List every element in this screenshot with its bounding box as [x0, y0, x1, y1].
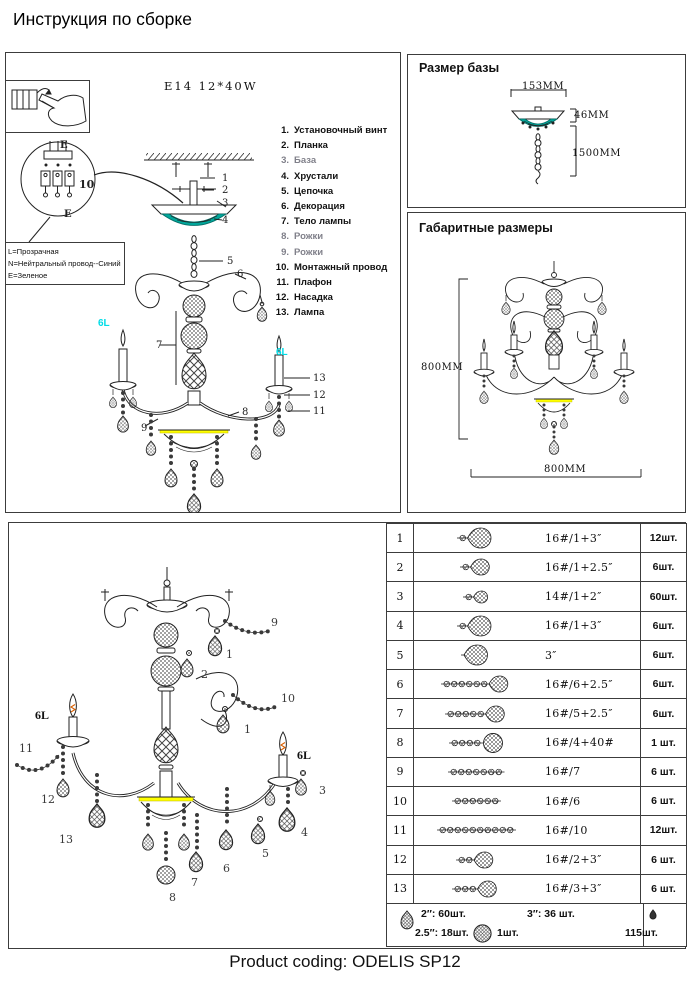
row-number: 11 — [387, 816, 414, 844]
crystal-drop-icon — [414, 642, 545, 668]
assembly-callout-4: 4 — [301, 826, 308, 839]
parts-list-item: 3. База — [281, 155, 317, 167]
assembly-callout-3: 3 — [319, 784, 326, 797]
row-number: 12 — [387, 846, 414, 874]
row-spec-text: 14#/1+2″ — [545, 590, 602, 604]
footer-divider — [643, 904, 644, 946]
crystal-ball-icon — [473, 924, 492, 943]
assembly-lamp-count-left: 6L — [35, 708, 50, 722]
parts-list-item: 4. Хрустали — [281, 170, 339, 182]
callout-6: 6 — [237, 269, 244, 280]
bead-crystal-drop-icon — [414, 613, 545, 639]
row-spec — [414, 846, 640, 874]
base-size-title: Размер базы — [419, 61, 500, 75]
row-spec — [414, 787, 640, 815]
parts-list-item: 13. Лампа — [275, 307, 325, 319]
row-number: 5 — [387, 641, 414, 669]
assembly-callout-13: 13 — [59, 833, 73, 846]
row-quantity: 6шт. — [640, 553, 686, 581]
row-number: 4 — [387, 612, 414, 640]
base-size-panel — [407, 54, 686, 208]
callout-5: 5 — [227, 256, 234, 267]
row-spec — [414, 729, 640, 757]
small-bead-icon — [649, 909, 657, 921]
bead-chain-icon — [414, 817, 545, 843]
assembly-callout-10: 10 — [281, 692, 295, 705]
row-spec-text: 16#/7 — [545, 765, 581, 779]
callout-7: 7 — [156, 340, 163, 351]
row-spec — [414, 875, 640, 903]
assembly-callout-5: 5 — [262, 847, 269, 860]
row-spec-text: 16#/3+3″ — [545, 882, 602, 896]
bead-crystal-drop-icon — [414, 584, 545, 610]
parts-list-item: 2. Планка — [281, 140, 328, 152]
bead-crystal-drop-icon — [414, 525, 545, 551]
row-spec — [414, 758, 640, 786]
row-spec-text: 16#/4+40# — [545, 736, 615, 750]
terminal-label-e-top: E — [60, 140, 68, 151]
bead-crystal-drop-icon — [414, 554, 545, 580]
table-row — [387, 641, 686, 670]
assembly-diagram-panel — [8, 522, 686, 949]
assembly-callout-1a: 1 — [226, 648, 233, 661]
footer-count-3in: 3″: 36 шт. — [527, 908, 575, 920]
hand-icon — [6, 81, 89, 132]
table-row — [387, 846, 686, 875]
parts-list-item: 6. Декорация — [281, 201, 345, 213]
row-spec-text: 16#/5+2.5″ — [545, 707, 613, 721]
row-quantity: 6 шт. — [640, 846, 686, 874]
row-quantity: 12шт. — [640, 816, 686, 844]
row-quantity: 6шт. — [640, 699, 686, 727]
row-number: 10 — [387, 787, 414, 815]
callout-4: 4 — [222, 215, 229, 226]
assembly-callout-1b: 1 — [244, 723, 251, 736]
footer-count-ball: 1шт. — [497, 927, 519, 939]
overall-size-panel — [407, 212, 686, 513]
overall-height-dim: 800MM — [421, 362, 464, 373]
row-number: 13 — [387, 875, 414, 903]
hand-press-inset — [5, 80, 90, 133]
page-title: Инструкция по сборке — [13, 9, 192, 29]
wire-legend-line2: N=Нейтральный провод--Синий — [8, 258, 121, 268]
terminal-label-e-bottom: E — [64, 209, 72, 220]
parts-list-item: 7. Тело лампы — [281, 216, 352, 228]
row-quantity: 6шт. — [640, 670, 686, 698]
table-row — [387, 875, 686, 904]
assembly-callout-11: 11 — [19, 742, 33, 755]
parts-list-item: 10. Монтажный провод — [275, 261, 388, 273]
bead-chain-drop-icon — [414, 847, 545, 873]
assembly-lamp-count-right: 6L — [297, 748, 312, 762]
footer-count-beads-total: 115шт. — [625, 927, 658, 939]
callout-11: 11 — [313, 406, 326, 417]
callout-13: 13 — [313, 373, 326, 384]
callout-3: 3 — [222, 198, 229, 209]
callout-2: 2 — [222, 185, 229, 196]
row-spec-text: 3″ — [545, 648, 557, 662]
row-number: 9 — [387, 758, 414, 786]
row-quantity: 12шт. — [640, 524, 686, 552]
bead-chain-icon — [414, 759, 545, 785]
table-row — [387, 582, 686, 611]
base-size-diagram — [496, 79, 626, 191]
row-spec — [414, 641, 640, 669]
overall-size-diagram — [448, 255, 680, 483]
row-quantity: 60шт. — [640, 582, 686, 610]
assembly-callout-8: 8 — [169, 891, 176, 904]
parts-list-item: 1. Установочный винт — [281, 125, 388, 136]
row-number: 8 — [387, 729, 414, 757]
parts-table-footer — [387, 904, 686, 946]
footer-count-25in: 2.5″: 18шт. — [415, 927, 469, 939]
lamp-spec: E14 12*40W — [164, 79, 258, 93]
parts-list-item: 5. Цепочка — [281, 185, 334, 197]
lamp-count-left: 6L — [98, 318, 110, 329]
row-quantity: 6шт. — [640, 641, 686, 669]
row-spec — [414, 553, 640, 581]
callout-8: 8 — [242, 407, 249, 418]
row-spec — [414, 699, 640, 727]
parts-table-body — [387, 524, 686, 904]
row-number: 6 — [387, 670, 414, 698]
parts-list-item: 11. Плафон — [276, 277, 332, 289]
row-spec-text: 16#/1+3″ — [545, 531, 602, 545]
row-number: 3 — [387, 582, 414, 610]
table-row — [387, 612, 686, 641]
assembly-callout-6: 6 — [223, 862, 230, 875]
parts-list-item: 12. Насадка — [275, 292, 333, 304]
row-spec — [414, 582, 640, 610]
callout-12: 12 — [313, 390, 326, 401]
small-crystal-icon — [400, 910, 414, 930]
crystal-parts-table — [386, 523, 687, 947]
table-row — [387, 524, 686, 553]
row-spec — [414, 816, 640, 844]
row-spec-text: 16#/1+2.5″ — [545, 560, 613, 574]
base-width-dim: 153MM — [522, 81, 565, 92]
overall-size-title: Габаритные размеры — [419, 221, 553, 235]
row-spec-text: 16#/2+3″ — [545, 853, 602, 867]
chain-length-dim: 1500MM — [572, 148, 621, 159]
table-row — [387, 699, 686, 728]
table-row — [387, 816, 686, 845]
row-quantity: 6 шт. — [640, 875, 686, 903]
parts-list — [268, 123, 404, 321]
table-row — [387, 729, 686, 758]
wire-legend-line1: L=Прозрачная — [8, 247, 59, 256]
base-height-dim: 46MM — [574, 110, 610, 121]
row-spec-text: 16#/6 — [545, 794, 581, 808]
row-spec-text: 16#/1+3″ — [545, 619, 602, 633]
assembly-instruction-panel — [5, 52, 401, 513]
overall-width-dim: 800MM — [544, 464, 587, 475]
table-row — [387, 758, 686, 787]
assembly-callout-9: 9 — [271, 616, 278, 629]
row-spec — [414, 612, 640, 640]
wire-legend-line3: E=Зеленое — [8, 270, 48, 280]
row-quantity: 6 шт. — [640, 787, 686, 815]
row-spec — [414, 670, 640, 698]
row-spec — [414, 524, 640, 552]
terminal-callout-10: 10 — [79, 178, 95, 191]
table-row — [387, 553, 686, 582]
bead-chain-icon — [414, 788, 545, 814]
table-row — [387, 787, 686, 816]
row-spec-text: 16#/6+2.5″ — [545, 677, 613, 691]
row-quantity: 6шт. — [640, 612, 686, 640]
table-row — [387, 670, 686, 699]
callout-9: 9 — [141, 423, 148, 434]
row-quantity: 1 шт. — [640, 729, 686, 757]
row-quantity: 6 шт. — [640, 758, 686, 786]
row-number: 7 — [387, 699, 414, 727]
bead-chain-drop-icon — [414, 671, 545, 697]
product-coding: Product coding: ODELIS SP12 — [229, 952, 461, 971]
parts-list-item: 9. Рожки — [281, 246, 324, 258]
row-number: 1 — [387, 524, 414, 552]
row-spec-text: 16#/10 — [545, 823, 588, 837]
lamp-count-right: 6L — [276, 347, 288, 358]
assembly-callout-12: 12 — [41, 793, 55, 806]
assembly-callout-7: 7 — [191, 876, 198, 889]
callout-1: 1 — [222, 173, 229, 184]
row-number: 2 — [387, 553, 414, 581]
parts-list-item: 8. Рожки — [281, 231, 324, 243]
bead-chain-drop-icon — [414, 876, 545, 902]
bead-chain-drop-icon — [414, 701, 545, 727]
bead-chain-ball-icon — [414, 730, 545, 756]
footer-count-2in: 2″: 60шт. — [421, 908, 466, 920]
chandelier-assembly-diagram — [11, 531, 386, 943]
assembly-callout-2: 2 — [201, 668, 208, 681]
